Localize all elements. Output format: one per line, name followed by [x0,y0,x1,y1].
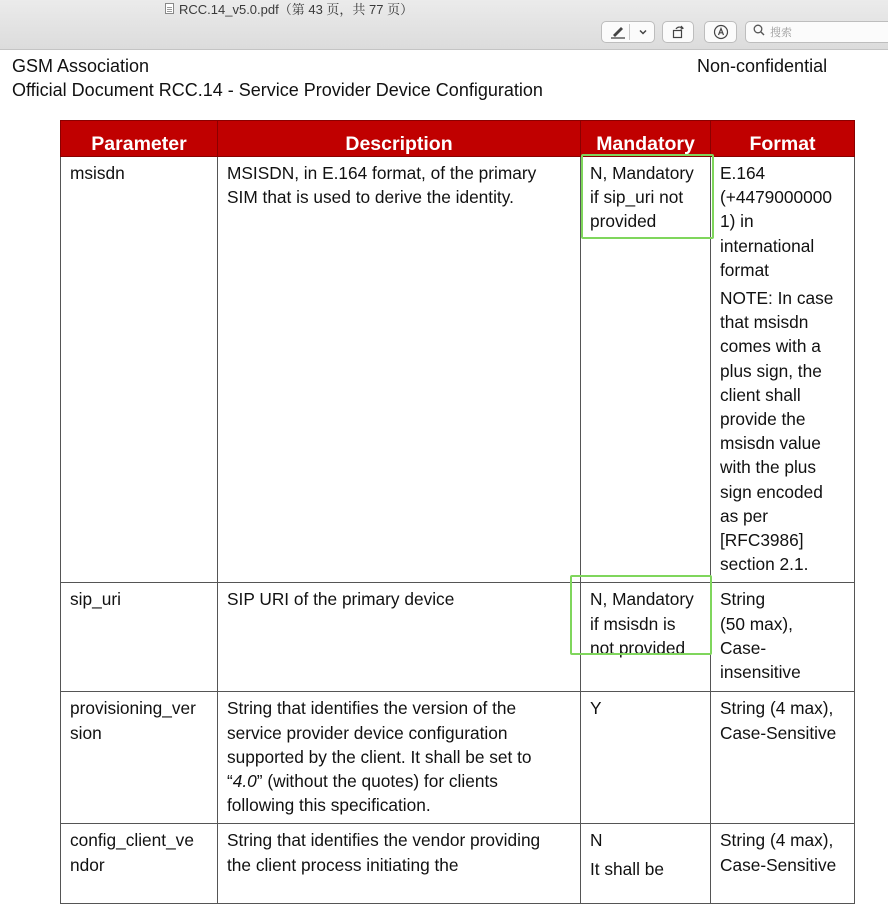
cell-line: N [590,830,603,851]
cell-line: service provider device configuration [227,722,508,743]
organization-name: GSM Association [12,56,150,76]
cell-line: String that identifies the version of the [227,698,517,719]
cell-line: [RFC3986] [720,530,804,551]
cell-line: that msisdn [720,312,809,333]
cell-line: Y [590,698,602,719]
cell-line: client shall [720,384,801,405]
cell-line: SIM that is used to derive the identity. [227,187,514,208]
version-value: 4.0 [232,771,257,792]
cell-line: String (4 max), [720,830,834,851]
cell-line: provided [590,211,657,232]
parameter-cell [61,824,218,904]
cell-line: NOTE: In case [720,288,834,309]
column-header-format: Format [711,121,855,157]
column-header-parameter: Parameter [61,121,218,157]
quote-open: “ [227,771,233,792]
description-cell [218,583,581,692]
table-row [61,157,855,583]
table-row [61,692,855,824]
cell-line: supported by the client. It shall be set to [227,746,532,767]
description-cell [218,824,581,904]
cell-line: provisioning_ver [70,698,196,719]
cell-line: (+4479000000 [720,187,832,208]
format-cell [711,157,855,583]
cell-line: international [720,235,815,256]
format-cell [711,583,855,692]
rotate-button[interactable] [662,21,694,43]
cell-line [227,769,571,793]
format-cell [711,824,855,904]
cell-line: msisdn [70,163,125,183]
pen-markup-icon[interactable] [610,25,626,39]
cell-line: plus sign, the [720,360,822,381]
classification-label: Non-confidential [697,56,828,76]
table-header-row [61,121,855,157]
button-divider [629,24,630,40]
parameter-cell [61,692,218,824]
cell-line: sion [70,722,102,743]
mandatory-cell [581,157,711,583]
chevron-down-icon[interactable] [638,27,648,37]
cell-line: provide the [720,409,806,430]
search-box[interactable] [745,21,888,43]
cell-line: N, Mandatory [590,589,694,610]
cell-line: with the plus [720,457,817,478]
cell-line: comes with a [720,336,821,357]
column-header-mandatory: Mandatory [581,121,711,157]
cell-line: String that identifies the vendor providing [227,830,541,851]
cell-line: if msisdn is [590,613,676,634]
mandatory-cell [581,583,711,692]
cell-line: msisdn value [720,433,821,454]
column-header-description: Description [218,121,581,157]
cell-line: E.164 [720,163,766,183]
format-cell [711,692,855,824]
cell-line: ndor [70,854,105,875]
cell-line: (50 max), [720,613,793,634]
description-cell [218,692,581,824]
cell-line: 1) in [720,211,754,232]
document-title: Official Document RCC.14 - Service Provider Device Configuration [12,80,543,100]
cell-line: Case- [720,637,767,658]
cell-line: Case-Sensitive [720,854,837,875]
cell-line: MSISDN, in E.164 format, of the primary [227,163,537,183]
table-row [61,824,855,904]
mandatory-cell [581,824,711,904]
cell-line: section 2.1. [720,554,809,575]
cell-line: as per [720,505,769,526]
quote-rest: ” (without the quotes) for clients [256,771,498,792]
window-title-text: RCC.14_v5.0.pdf（第 43 页，共 77 页） [179,1,414,17]
cell-line: SIP URI of the primary device [227,589,455,610]
description-cell [218,157,581,583]
table-row [61,583,855,692]
mandatory-cell [581,692,711,824]
pdf-document-icon [165,3,174,14]
annotate-button[interactable] [704,21,737,43]
cell-line: not provided [590,637,686,658]
cell-line: sip_uri [70,589,121,610]
cell-line: the client process initiating the [227,854,459,875]
cell-line: following this specification. [227,795,431,816]
markup-button-group [601,21,655,43]
cell-line: insensitive [720,662,801,683]
cell-line: String [720,589,766,610]
parameter-table [60,120,855,904]
parameter-cell [61,157,218,583]
cell-line: Case-Sensitive [720,722,837,743]
parameter-cell [61,583,218,692]
window-toolbar [0,0,888,50]
document-header [12,54,543,102]
cell-line: String (4 max), [720,698,834,719]
annotate-circle-icon [713,24,729,40]
search-input[interactable] [770,26,880,39]
cell-line: sign encoded [720,481,823,502]
cell-line: It shall be [590,858,664,879]
cell-line: config_client_ve [70,830,194,851]
cell-line: if sip_uri not [590,187,684,208]
window-title [165,0,413,16]
cell-line: format [720,259,769,280]
rotate-icon [670,25,686,39]
magnifier-icon [753,23,765,41]
cell-line: N, Mandatory [590,163,694,183]
